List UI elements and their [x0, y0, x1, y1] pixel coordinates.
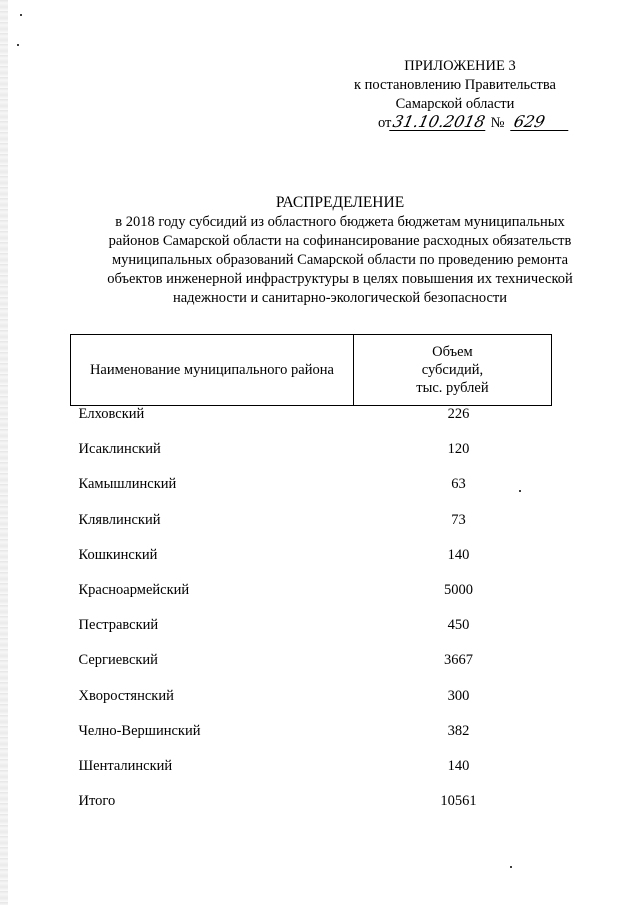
- title-line: районов Самарской области на софинансирование расходных обязательств: [108, 233, 572, 249]
- table-row: [71, 758, 552, 793]
- district-name: Клявлинский: [78, 511, 161, 528]
- subsidy-amount: 300: [447, 687, 470, 704]
- district-name: Хворостянский: [78, 687, 174, 704]
- column-header-amount-line: субсидий,: [421, 362, 484, 378]
- column-header-amount: [353, 335, 551, 406]
- scan-speck: [17, 44, 19, 46]
- subsidy-amount: 226: [447, 406, 470, 422]
- column-header-amount-line: тыс. рублей: [416, 380, 489, 396]
- subsidy-amount: 382: [447, 722, 470, 739]
- scan-speck: [20, 14, 22, 16]
- total-row: [71, 793, 552, 828]
- district-name: Красноармейский: [78, 581, 190, 598]
- annex-resolution-line: к постановлению Правительства: [354, 77, 556, 93]
- scan-edge-shadow: [0, 0, 8, 905]
- subsidy-amount: 140: [447, 546, 470, 563]
- subsidy-amount: 5000: [443, 581, 473, 598]
- table-row: [71, 582, 552, 617]
- document-title: РАСПРЕДЕЛЕНИЕ: [275, 194, 405, 211]
- annex-date-line: [330, 114, 580, 136]
- column-header-amount-line: Объем: [432, 344, 473, 360]
- district-name: Исаклинский: [78, 441, 161, 458]
- table-row: [71, 547, 552, 582]
- annex-title: ПРИЛОЖЕНИЕ 3: [404, 58, 516, 74]
- column-header-district: Наименование муниципального района: [71, 335, 354, 406]
- number-label: №: [490, 115, 505, 131]
- title-line: надежности и санитарно-экологической безопасности: [172, 290, 508, 306]
- annex-region-line: Самарской области: [395, 96, 515, 112]
- subsidy-amount: 3667: [443, 652, 473, 669]
- total-label: Итого: [78, 793, 116, 810]
- subsidy-amount: 73: [451, 511, 466, 528]
- district-name: Кошкинский: [78, 546, 158, 563]
- district-name: Челно-Вершинский: [78, 722, 201, 739]
- scan-speck: [510, 866, 512, 868]
- document-title-block: [80, 193, 600, 308]
- table-row: [71, 688, 552, 723]
- table-row: [71, 652, 552, 687]
- district-name: Елховский: [78, 406, 145, 422]
- district-name: Сергиевский: [78, 652, 158, 669]
- table-row: [71, 441, 552, 476]
- district-name: Пестравский: [78, 617, 159, 634]
- table-row: [71, 723, 552, 758]
- title-line: в 2018 году субсидий из областного бюджета бюджетам муниципальных: [115, 214, 565, 230]
- table-row: [71, 512, 552, 547]
- title-line: объектов инженерной инфраструктуры в целях повышения их технической: [107, 271, 573, 287]
- title-line: муниципальных образований Самарской области по проведению ремонта: [111, 252, 569, 268]
- subsidy-distribution-table: [70, 334, 552, 828]
- handwritten-number: 629: [510, 114, 572, 131]
- subsidy-amount: 120: [447, 441, 470, 458]
- subsidy-amount: 450: [447, 617, 470, 634]
- annex-header: [330, 57, 580, 136]
- table-row: [71, 617, 552, 652]
- table-row: [71, 476, 552, 511]
- table-header-row: [71, 335, 552, 406]
- handwritten-date: 31.10.2018: [391, 112, 488, 131]
- district-name: Шенталинский: [78, 757, 173, 774]
- district-name: Камышлинский: [78, 476, 177, 493]
- total-amount: 10561: [440, 793, 477, 810]
- date-label: от: [378, 115, 392, 131]
- subsidy-amount: 63: [451, 476, 466, 493]
- subsidy-amount: 140: [447, 757, 470, 774]
- table-row: [71, 406, 552, 442]
